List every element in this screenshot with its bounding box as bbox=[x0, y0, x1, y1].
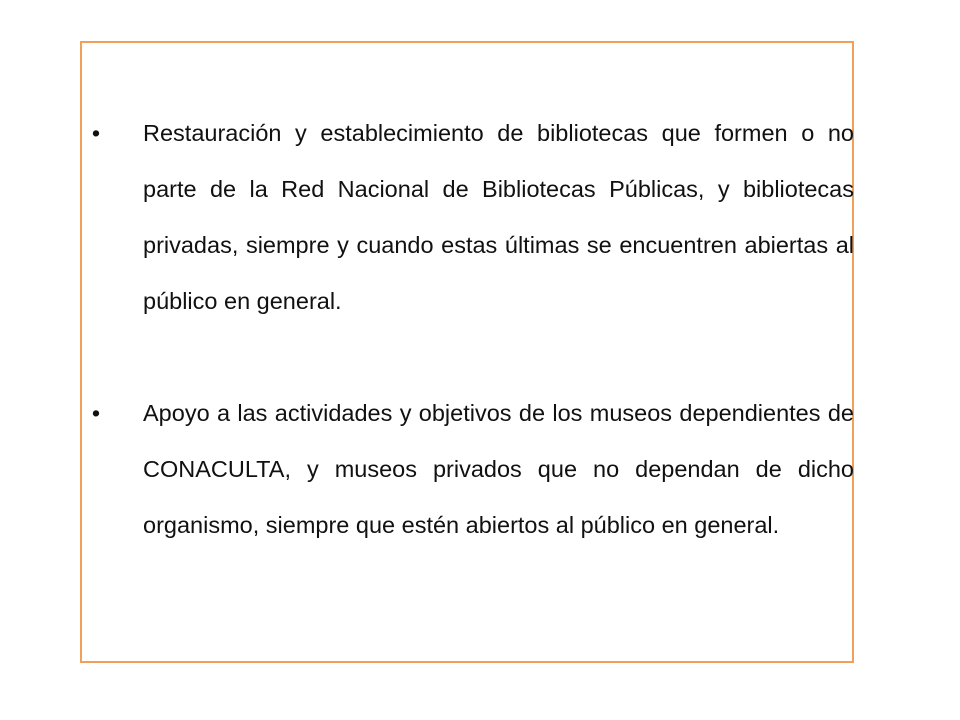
slide-content bbox=[86, 105, 854, 553]
bullet-icon: • bbox=[91, 400, 101, 426]
bullet-text: Restauración y establecimiento de bibliotecas que formen o no parte de la Red Nacional de Bibliotecas Públicas, y bibliotecas privadas, siempre y cuando estas últimas se encuentren abiertas al público en general. bbox=[143, 120, 854, 314]
bullet-text: Apoyo a las actividades y objetivos de los museos dependientes de CONACULTA, y museos privados que no dependan de dicho organismo, siempre que estén abiertos al público en general. bbox=[143, 400, 854, 538]
bullet-item-bibliotecas bbox=[86, 105, 854, 329]
bullet-icon: • bbox=[91, 120, 101, 146]
bullet-item-museos bbox=[86, 385, 854, 553]
